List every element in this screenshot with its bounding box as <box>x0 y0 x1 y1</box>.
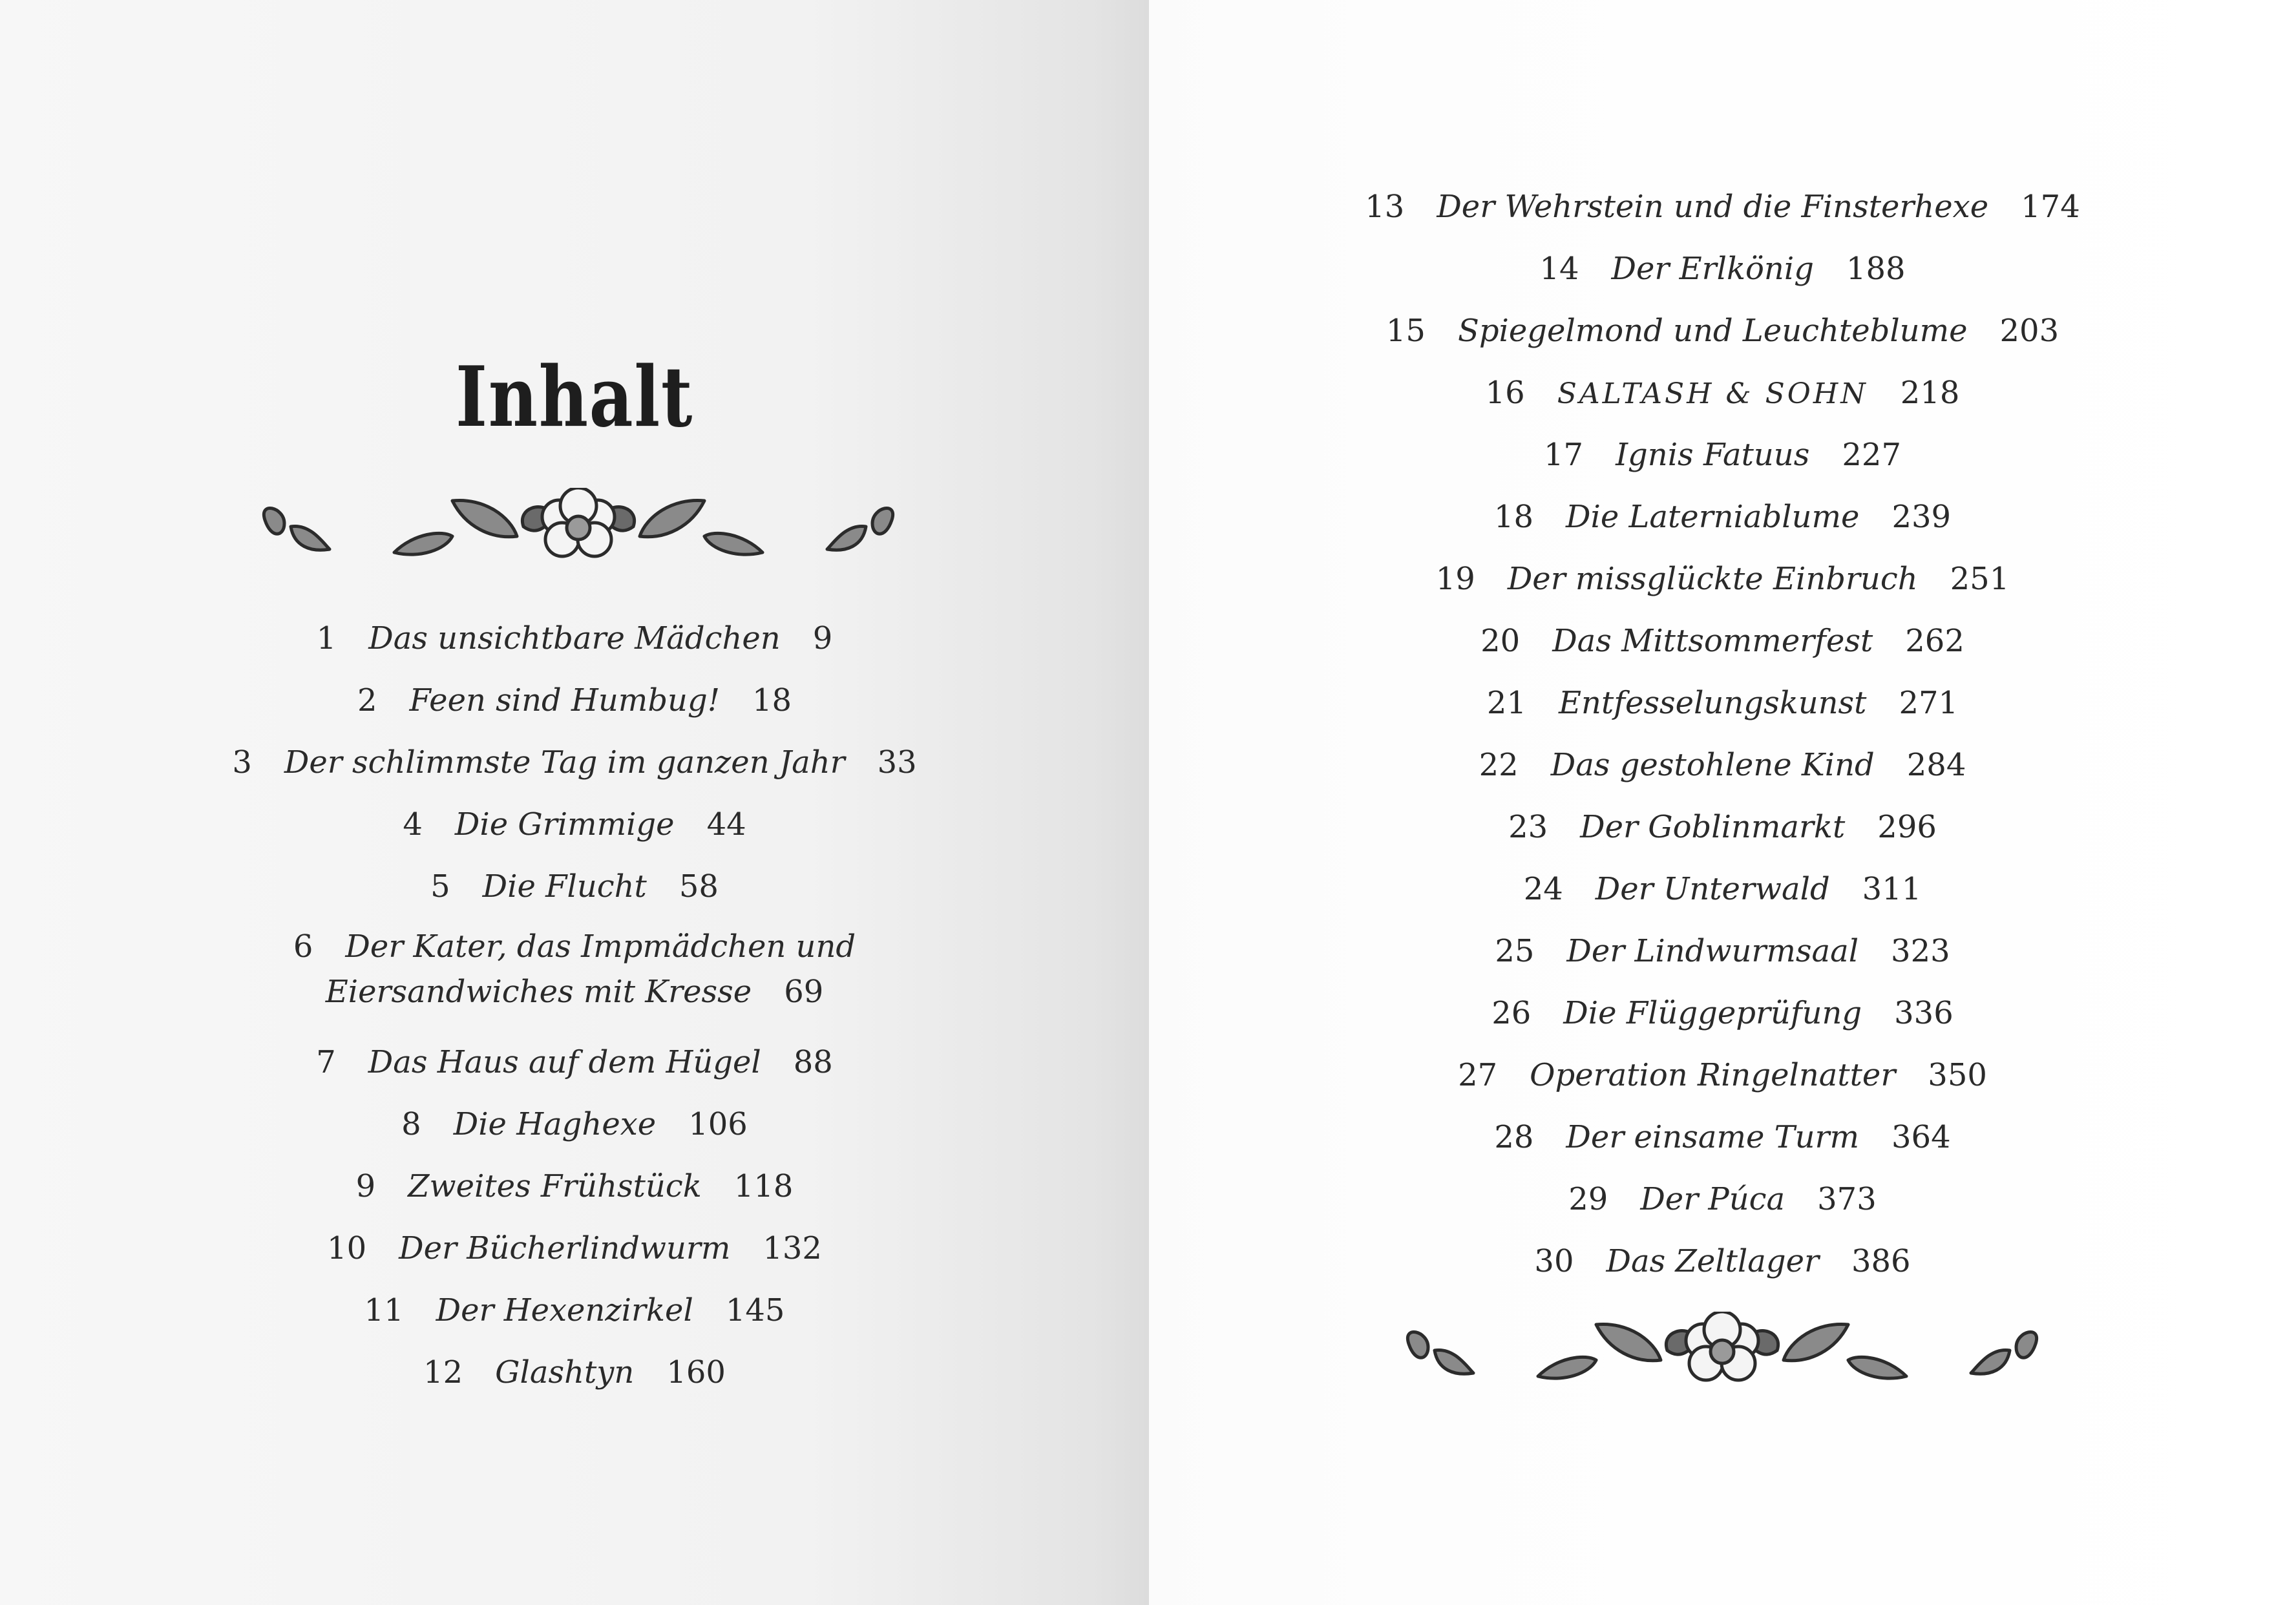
page-number: 323 <box>1891 933 1950 969</box>
page-number: 9 <box>812 620 833 656</box>
chapter-number: 7 <box>316 1044 336 1080</box>
chapter-number: 28 <box>1494 1119 1534 1155</box>
chapter-number: 18 <box>1493 499 1533 535</box>
chapter-number: 15 <box>1385 313 1426 349</box>
page-number: 262 <box>1905 623 1964 659</box>
chapter-number: 30 <box>1534 1243 1574 1279</box>
toc-entry[interactable] <box>1149 920 2296 982</box>
toc-entry[interactable] <box>1149 176 2296 238</box>
chapter-title: Glashtyn <box>495 1354 635 1390</box>
chapter-title: Der Unterwald <box>1595 871 1830 907</box>
chapter-title: Der einsame Turm <box>1566 1119 1860 1155</box>
chapter-title: Die Flüggeprüfung <box>1563 995 1862 1031</box>
toc-left-list <box>0 607 1149 1403</box>
toc-entry[interactable] <box>0 1279 1149 1341</box>
toc-entry[interactable] <box>0 1217 1149 1279</box>
toc-entry[interactable] <box>1149 238 2296 300</box>
chapter-title: Der Bücherlindwurm <box>399 1230 731 1266</box>
chapter-number: 26 <box>1491 995 1532 1031</box>
toc-entry[interactable] <box>1149 1044 2296 1106</box>
chapter-number: 12 <box>423 1354 463 1390</box>
chapter-number: 16 <box>1485 375 1525 411</box>
chapter-title: Die Haghexe <box>453 1106 657 1142</box>
page-number: 386 <box>1851 1243 1911 1279</box>
toc-entry[interactable] <box>1149 1106 2296 1168</box>
chapter-number: 9 <box>355 1168 376 1204</box>
chapter-number: 1 <box>316 620 337 656</box>
toc-entry[interactable] <box>0 1031 1149 1093</box>
toc-entry[interactable] <box>1149 300 2296 362</box>
page-number: 296 <box>1877 809 1937 845</box>
chapter-number: 6 <box>293 928 313 965</box>
chapter-number: 8 <box>401 1106 421 1142</box>
chapter-title: Feen sind Humbug! <box>409 682 720 719</box>
toc-entry[interactable] <box>0 1093 1149 1155</box>
chapter-title: Das gestohlene Kind <box>1550 747 1875 783</box>
chapter-title: Das Haus auf dem Hügel <box>368 1044 761 1080</box>
chapter-title: Die Laterniablume <box>1566 499 1860 535</box>
page-number: 33 <box>877 744 917 781</box>
chapter-number: 13 <box>1365 189 1405 225</box>
page-number: 218 <box>1900 375 1960 411</box>
page-number: 227 <box>1842 437 1901 473</box>
chapter-title: Der Hexenzirkel <box>436 1292 693 1328</box>
flower-ornament-icon <box>258 488 898 565</box>
chapter-number: 23 <box>1508 809 1548 845</box>
page-number: 132 <box>763 1230 822 1266</box>
page-number: 69 <box>784 974 824 1010</box>
page-number: 284 <box>1906 747 1966 783</box>
chapter-number: 3 <box>232 744 252 781</box>
chapter-number: 4 <box>403 806 423 843</box>
toc-entry[interactable] <box>1149 486 2296 548</box>
chapter-number: 24 <box>1523 871 1563 907</box>
page-number: 88 <box>793 1044 833 1080</box>
page-number: 373 <box>1817 1181 1877 1217</box>
chapter-title: Der Wehrstein und die Finsterhexe <box>1437 189 1989 225</box>
toc-right-list <box>1149 176 2296 1292</box>
chapter-title: Der missglückte Einbruch <box>1507 561 1918 597</box>
chapter-title: Der Goblinmarkt <box>1580 809 1846 845</box>
toc-entry[interactable] <box>1149 672 2296 734</box>
chapter-title: Entfesselungskunst <box>1558 685 1867 721</box>
chapter-number: 17 <box>1544 437 1584 473</box>
page-number: 336 <box>1894 995 1954 1031</box>
chapter-title: SALTASH & SOHN <box>1557 377 1868 410</box>
chapter-number: 19 <box>1435 561 1475 597</box>
page-number: 160 <box>666 1354 726 1390</box>
chapter-number: 27 <box>1458 1057 1498 1093</box>
toc-entry[interactable] <box>1149 1230 2296 1292</box>
chapter-title: Der Púca <box>1640 1181 1785 1217</box>
chapter-title: Der Kater, das Impmädchen und <box>345 928 856 965</box>
page-number: 106 <box>688 1106 748 1142</box>
page-number: 44 <box>706 806 746 843</box>
chapter-title: Der schlimmste Tag im ganzen Jahr <box>284 744 845 781</box>
chapter-title: Spiegelmond und Leuchteblume <box>1457 313 1968 349</box>
toc-entry[interactable] <box>1149 548 2296 610</box>
chapter-number: 29 <box>1568 1181 1608 1217</box>
page-number: 58 <box>679 868 719 905</box>
chapter-title: Das Zeltlager <box>1606 1243 1819 1279</box>
toc-entry[interactable] <box>1149 610 2296 672</box>
page-number: 145 <box>725 1292 785 1328</box>
page-number: 311 <box>1862 871 1922 907</box>
toc-entry[interactable] <box>0 607 1149 669</box>
toc-entry[interactable] <box>1149 424 2296 486</box>
page-number: 18 <box>752 682 792 719</box>
page-number: 251 <box>1950 561 2010 597</box>
toc-entry[interactable] <box>0 918 1149 1031</box>
page-number: 239 <box>1891 499 1952 535</box>
toc-entry[interactable] <box>1149 982 2296 1044</box>
chapter-number: 20 <box>1480 623 1521 659</box>
chapter-title: Ignis Fatuus <box>1616 437 1810 473</box>
page-number: 271 <box>1899 685 1959 721</box>
toc-entry[interactable] <box>0 669 1149 731</box>
chapter-number: 14 <box>1539 251 1579 287</box>
toc-entry[interactable] <box>0 1341 1149 1403</box>
chapter-number: 22 <box>1479 747 1519 783</box>
page-title: Inhalt <box>456 349 693 446</box>
chapter-number: 21 <box>1486 685 1526 721</box>
toc-entry[interactable] <box>1149 734 2296 796</box>
chapter-title: Zweites Frühstück <box>408 1168 702 1204</box>
chapter-number: 25 <box>1495 933 1535 969</box>
chapter-number: 2 <box>357 682 377 719</box>
page-number: 203 <box>1999 313 2059 349</box>
page-number: 364 <box>1891 1119 1951 1155</box>
chapter-title: Das unsichtbare Mädchen <box>368 620 781 656</box>
chapter-title: Das Mittsommerfest <box>1552 623 1873 659</box>
page-number: 350 <box>1928 1057 1987 1093</box>
page-number: 118 <box>733 1168 794 1204</box>
chapter-title: Die Grimmige <box>454 806 675 843</box>
toc-entry[interactable] <box>0 1155 1149 1217</box>
toc-entry[interactable] <box>1149 796 2296 858</box>
chapter-number: 5 <box>430 868 450 905</box>
toc-entry[interactable] <box>1149 1168 2296 1230</box>
chapter-number: 10 <box>327 1230 367 1266</box>
chapter-title: Die Flucht <box>482 868 647 905</box>
toc-entry[interactable] <box>1149 858 2296 920</box>
chapter-title: Operation Ringelnatter <box>1530 1057 1896 1093</box>
chapter-title: Der Lindwurmsaal <box>1566 933 1859 969</box>
toc-entry[interactable] <box>0 855 1149 918</box>
toc-entry[interactable] <box>0 793 1149 855</box>
chapter-title: Der Erlkönig <box>1611 251 1814 287</box>
page-number: 188 <box>1846 251 1906 287</box>
chapter-number: 11 <box>364 1292 404 1328</box>
flower-ornament-icon <box>1402 1312 2042 1389</box>
chapter-title-continued: Eiersandwiches mit Kresse <box>325 974 752 1010</box>
toc-entry[interactable] <box>1149 362 2296 424</box>
page-number: 174 <box>2021 189 2080 225</box>
toc-entry[interactable] <box>0 731 1149 793</box>
